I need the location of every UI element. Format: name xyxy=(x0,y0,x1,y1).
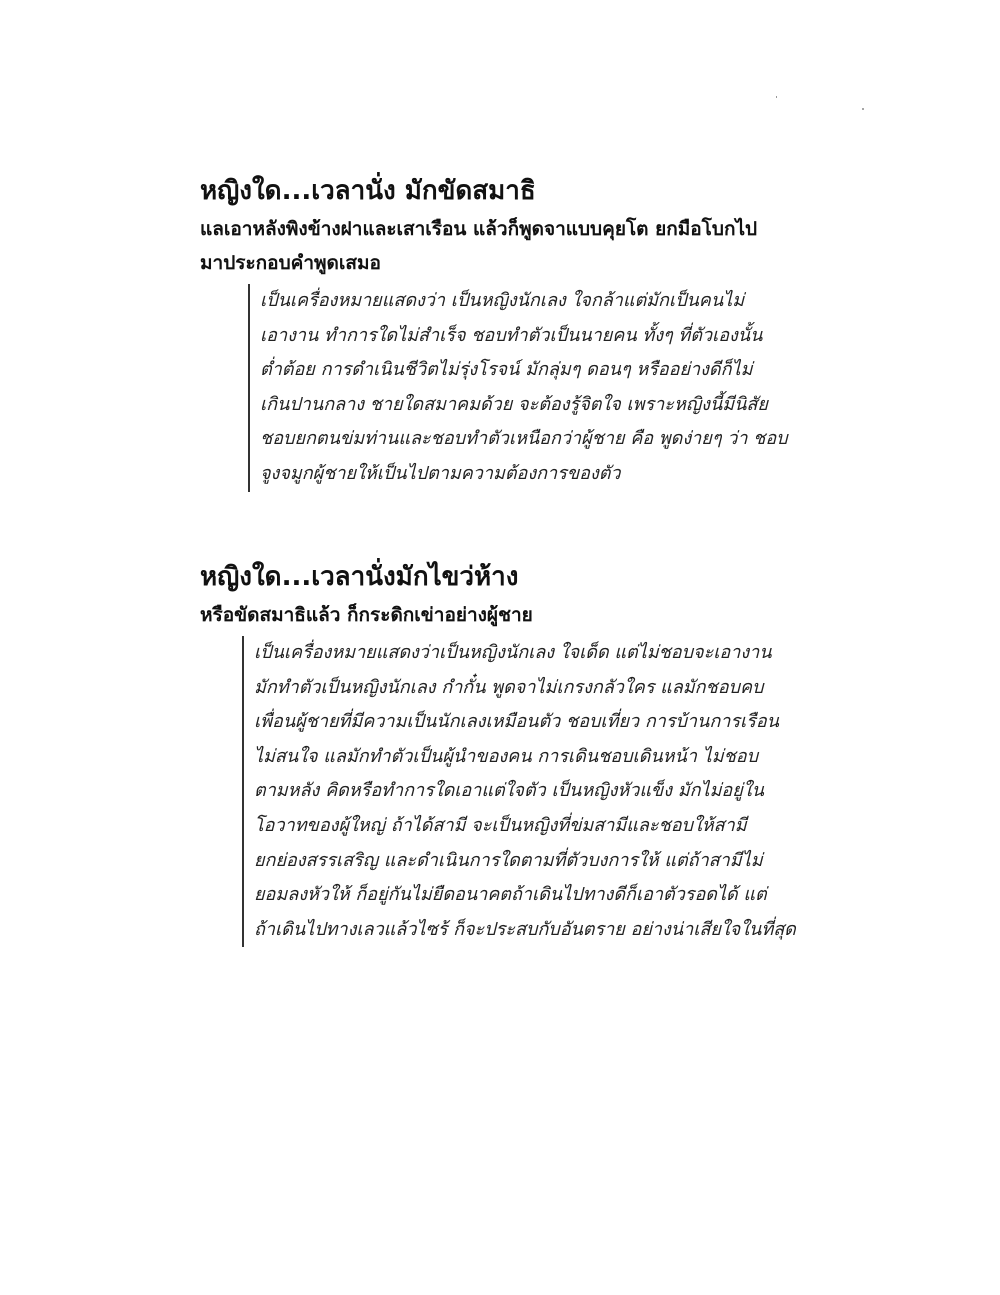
subtitle-line: หรือขัดสมาธิแล้ว ก็กระดิกเข่าอย่างผู้ชาย xyxy=(200,604,533,626)
section-title: หญิงใด...เวลานั่งมักไขว่ห้าง xyxy=(200,562,519,592)
body-line: เป็นเครื่องหมายแสดงว่า เป็นหญิงนักเลง ใจกล้าแต่มักเป็นคนไม่ xyxy=(260,290,745,311)
subtitle-line: แลเอาหลังพิงข้างฝาและเสาเรือน แล้วก็พูดจาแบบคุยโต ยกมือโบกไป xyxy=(200,218,758,240)
body-line: ยกย่องสรรเสริญ และดำเนินการใดตามที่ตัวบงการให้ แต่ถ้าสามีไม่ xyxy=(254,849,763,871)
section-body xyxy=(248,284,832,492)
body-line: ถ้าเดินไปทางเลวแล้วไซร้ ก็จะประสบกับอันตราย อย่างน่าเสียใจในที่สุด xyxy=(254,918,796,940)
body-line: จูงจมูกผู้ชายให้เป็นไปตามความต้องการของตัว xyxy=(260,462,621,484)
body-line: ต่ำต้อย การดำเนินชีวิตไม่รุ่งโรจน์ มักลุ่มๆ ดอนๆ หรืออย่างดีก็ไม่ xyxy=(260,359,753,381)
body-line: ชอบยกตนข่มท่านและชอบทำตัวเหนือกว่าผู้ชาย คือ พูดง่ายๆ ว่า ชอบ xyxy=(260,428,788,450)
scan-speck xyxy=(862,108,864,110)
subtitle-line: มาประกอบคำพูดเสมอ xyxy=(200,252,381,274)
body-line: ตามหลัง คิดหรือทำการใดเอาแต่ใจตัว เป็นหญิงหัวแข็ง มักไม่อยู่ใน xyxy=(254,780,764,802)
section-subtitle xyxy=(200,598,840,632)
section-1 xyxy=(200,174,840,492)
body-line: มักทำตัวเป็นหญิงนักเลง กำกั๋น พูดจาไม่เกรงกลัวใคร แลมักชอบคบ xyxy=(254,676,764,698)
body-line: ไม่สนใจ แลมักทำตัวเป็นผู้นำของคน การเดินชอบเดินหน้า ไม่ชอบ xyxy=(254,745,759,767)
body-line: เป็นเครื่องหมายแสดงว่าเป็นหญิงนักเลง ใจเด็ด แต่ไม่ชอบจะเอางาน xyxy=(254,642,772,663)
section-2 xyxy=(200,560,840,947)
body-line: เกินปานกลาง ชายใดสมาคมด้วย จะต้องรู้จิตใจ เพราะหญิงนี้มีนิสัย xyxy=(260,393,768,415)
section-title: หญิงใด...เวลานั่ง มักขัดสมาธิ xyxy=(200,176,536,206)
section-subtitle xyxy=(200,212,840,280)
body-line: ยอมลงหัวให้ ก็อยู่กันไม่ยืดอนาคตถ้าเดินไปทางดีก็เอาตัวรอดได้ แต่ xyxy=(254,884,767,906)
body-line: เพื่อนผู้ชายที่มีความเป็นนักเลงเหมือนตัว ชอบเที่ยว การบ้านการเรือน xyxy=(254,711,779,733)
section-body xyxy=(242,636,826,947)
scan-speck xyxy=(776,96,777,98)
body-line: เอางาน ทำการใดไม่สำเร็จ ชอบทำตัวเป็นนายคน ทั้งๆ ที่ตัวเองนั้น xyxy=(260,324,763,346)
body-line: โอวาทของผู้ใหญ่ ถ้าได้สามี จะเป็นหญิงที่ข่มสามีและชอบให้สามี xyxy=(254,814,747,836)
